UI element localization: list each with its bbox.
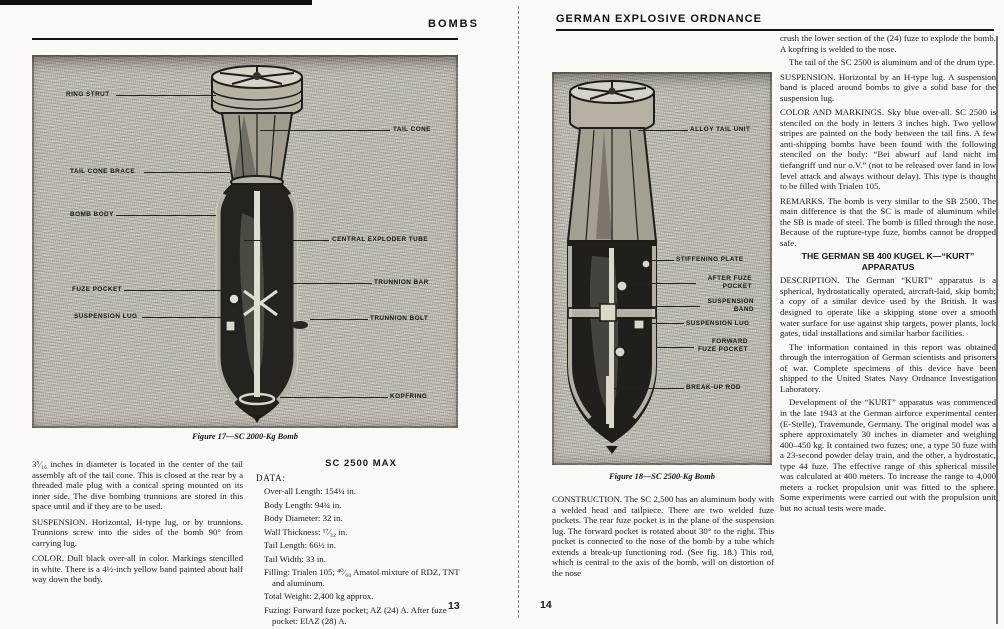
label-suspension-lug: SUSPENSION LUG <box>74 313 138 320</box>
leader-line <box>644 323 684 324</box>
leader-line <box>272 283 372 284</box>
page14-left-column <box>552 494 774 581</box>
color-paragraph: COLOR. Dull black over-all in color. Markings stencilled in white. There is a 4½-inch yellow band painted about half way down the body. <box>32 553 243 585</box>
label-kopfring: KOPFRING <box>390 393 428 400</box>
label-tail-cone-brace: TAIL CONE BRACE <box>70 168 136 175</box>
left-head-rule <box>32 38 458 40</box>
remarks-paragraph: REMARKS. The bomb is very similar to the SB 2500. The main difference is that the SC is made of aluminum while the SB is made of steel. The bomb is filled through the nose. Because of the rupture-type fuze, bombs cannot be dropped safe. <box>780 195 996 248</box>
label-after-fuze-pocket: AFTER FUZE POCKET <box>707 275 752 290</box>
label-stiffening-plate: STIFFENING PLATE <box>676 256 744 263</box>
sb400-kurt-heading: THE GERMAN SB 400 KUGEL K—“KURT” APPARATUS <box>801 251 975 272</box>
description-paragraph: DESCRIPTION. The German “KURT” apparatus is a spherical, hydrostatically operated, aircraft-laid, skip bomb; a copy of a similar device used by the British. It was designed to operate like a skipping stone over a smooth water surface for use against ship targets, power plants, lock gates, tidal installations and similar harbor facilities. <box>780 275 996 339</box>
suspension-paragraph: SUSPENSION. Horizontal by an H-type lug. A suspension band is placed around bombs to give a solid base for the suspension lug. <box>780 71 996 103</box>
leader-line <box>310 319 368 320</box>
label-central-exploder-tube: CENTRAL EXPLODER TUBE <box>332 236 428 243</box>
page13-left-column <box>32 459 243 588</box>
left-running-head: BOMBS <box>428 18 479 30</box>
leader-line <box>116 215 216 216</box>
right-head-rule <box>556 29 994 31</box>
leader-line <box>614 388 684 389</box>
right-page <box>502 0 1004 625</box>
figure-17 <box>32 55 458 428</box>
label-trunnion-bar: TRUNNION BAR <box>374 279 429 286</box>
data-item: Over-all Length: 154¼ in. <box>264 486 356 497</box>
label-bomb-body: BOMB BODY <box>70 211 114 218</box>
data-item: Filling: Trialen 105; ⁴⁰⁄₆₀ Amatol mixture of RDZ, TNT and aluminum. <box>264 567 460 588</box>
left-page <box>0 0 502 625</box>
figure-17-caption: Figure 17—SC 2000-Kg Bomb <box>192 432 298 441</box>
color-markings-paragraph: COLOR AND MARKINGS. Sky blue over-all. SC 2500 is stenciled on the body in letters 3 inches high. Two yellow stripes are painted on the body between the tail fins. A few anti-shipping bombs have been found with the following stenciled on the body: “Bei abwurf auf land nicht im tiefangriff und nur o.V.” (not to be released over land in low level attack and always without delay). This type is thought to be filled with Trialen 105. <box>780 107 996 192</box>
sc2000-bomb-illustration <box>182 63 332 423</box>
sc2500-title: SC 2500 MAX <box>325 458 397 469</box>
sc2500-data-block <box>256 459 466 629</box>
paragraph: The information contained in this report was obtained through the interrogation of German scientists and prisoners of war. Complete specimens of this device have been shipped to the United States Navy Ordnance Investigation Laboratory. <box>780 341 996 394</box>
data-item: Fuzing: Forward fuze pocket; AZ (24) A. After fuze pocket: ElAZ (28) A. <box>264 605 447 626</box>
figure-18-caption: Figure 18—SC 2500-Kg Bomb <box>609 472 715 481</box>
suspension-paragraph: SUSPENSION. Horizontal, H-type lug, or by trunnions. Trunnions screw into the sides of the bomb 90° from carrying lug. <box>32 516 243 548</box>
data-item: Tail Width: 33 in. <box>264 553 326 564</box>
label-suspension-band: SUSPENSION BAND <box>707 298 754 313</box>
label-ring-strut: RING STRUT <box>66 91 110 98</box>
label-forward-fuze-pocket: FORWARD FUZE POCKET <box>697 338 748 353</box>
label-trunnion-bolt: TRUNNION BOLT <box>370 315 429 322</box>
leader-line <box>260 130 390 131</box>
paragraph: Development of the “KURT” apparatus was commenced in the late 1943 at the German airforce experimental center (E-Stelle), Travemunde, Germany. The original model was a sphere approximately 30 inches in diameter and weighing 400–450 kg. It contained two fuzes; one, a type 50 fuze with a 23-second powder delay train, and the other, a hydrostatic, type 44 fuze. The effective range of this spherical missile was calculated at 400 meters. To increase the range to 4,000 meters a rocket propulsion unit was fitted to the sphere. Some experiments were carried out with the propulsion unit but no actual tests were made. <box>780 397 996 513</box>
paragraph: crush the lower section of the (24) fuze to explode the bomb. A kopfring is welded to the nose. <box>780 33 996 54</box>
data-item: Tail Length: 66½ in. <box>264 540 336 551</box>
leader-line <box>280 397 388 398</box>
figure-18 <box>552 72 772 465</box>
leader-line <box>648 260 674 261</box>
right-running-head: GERMAN EXPLOSIVE ORDNANCE <box>556 13 762 25</box>
leader-line <box>116 95 216 96</box>
leader-line <box>124 290 224 291</box>
data-item: Total Weight: 2,400 kg approx. <box>264 591 374 602</box>
paragraph: The tail of the SC 2500 is aluminum and of the drum type. <box>789 57 995 68</box>
leader-line <box>656 347 694 348</box>
label-tail-cone: TAIL CONE <box>393 126 431 133</box>
leader-line <box>144 172 230 173</box>
page-number-13: 13 <box>448 600 460 612</box>
data-item: Wall Thickness: ¹⁷⁄₃₂ in. <box>264 526 348 537</box>
leader-line <box>626 283 696 284</box>
label-suspension-lug: SUSPENSION LUG <box>686 320 750 327</box>
construction-paragraph: CONSTRUCTION. The SC 2,500 has an aluminum body with a welded head and tailpiece. There are two welded fuze pockets. The rear fuze pocket is in the plane of the suspension lug. The forward pocket is rotated about 30° to the right. This pocket is connected to the nose of the bomb by a tube which extends a break-up functioning rod. (See fig. 18.) This rod, which is central to the axis of the bomb, will on distortion of the nose <box>552 494 774 578</box>
label-break-up-rod: BREAK-UP ROD <box>686 384 741 391</box>
data-label: DATA: <box>256 472 286 483</box>
label-fuze-pocket: FUZE POCKET <box>72 286 123 293</box>
page14-right-column <box>780 33 996 516</box>
data-item: Body Diameter: 32 in. <box>264 513 343 524</box>
data-item: Body Length: 94¾ in. <box>264 499 342 510</box>
leader-line <box>244 240 329 241</box>
sc2500-bomb-illustration <box>556 76 668 456</box>
label-alloy-tail-unit: ALLOY TAIL UNIT <box>690 126 751 133</box>
page-number-14: 14 <box>540 599 552 611</box>
paragraph: 3⁵⁄₁₆ inches in diameter is located in the center of the tail assembly aft of the tail cone. This is closed at the rear by a threaded male plug with a conical spring mounted on its inner side. The dive bombing trunnions are stored in this space until and if they are to be used. <box>32 459 243 512</box>
leader-line <box>638 130 688 131</box>
leader-line <box>652 306 700 307</box>
leader-line <box>142 317 222 318</box>
